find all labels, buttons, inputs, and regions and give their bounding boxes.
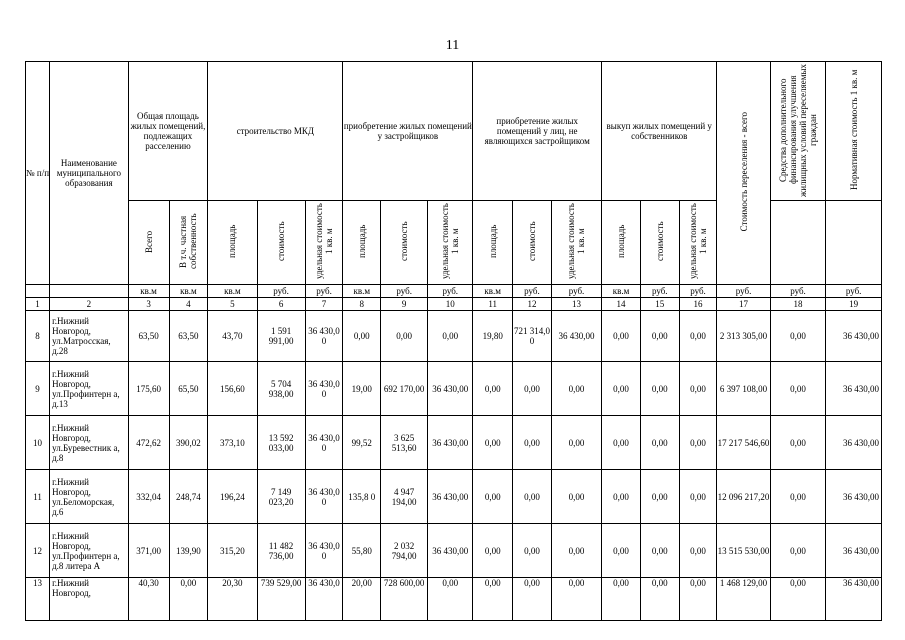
row-cell: 139,90 — [169, 524, 208, 578]
unit-cell: руб. — [305, 285, 343, 298]
row-cell: 40,30 — [128, 578, 169, 621]
col-number: 7 — [305, 298, 343, 311]
row-cell: 36 430,0 — [305, 578, 343, 621]
row-cell: 12 096 217,20 — [717, 470, 770, 524]
row-cell: 0,00 — [473, 416, 513, 470]
row-cell: 36 430,00 — [826, 311, 882, 362]
row-cell: 0,00 — [640, 362, 679, 416]
row-cell: 315,20 — [208, 524, 257, 578]
row-cell: 0,00 — [551, 524, 601, 578]
row-cell: 19,80 — [473, 311, 513, 362]
table-row — [26, 578, 882, 621]
row-name: г.Нижний Новгород, ул.Профинтерн а, д.13 — [50, 362, 129, 416]
row-cell: 36 430,00 — [428, 470, 473, 524]
header-sub-cost: стоимость — [381, 201, 428, 285]
row-cell: 1 468 129,00 — [717, 578, 770, 621]
row-cell: 13 515 530,00 — [717, 524, 770, 578]
header-sub-unit: удельная стоимость 1 кв. м — [428, 201, 473, 285]
row-cell: 36 430,00 — [826, 362, 882, 416]
units-blank — [26, 285, 50, 298]
header-sub-unit: удельная стоимость 1 кв. м — [551, 201, 601, 285]
row-cell: 36 430,00 — [428, 416, 473, 470]
unit-cell: руб. — [826, 285, 882, 298]
col-number: 5 — [208, 298, 257, 311]
row-cell: 2 032 794,00 — [381, 524, 428, 578]
row-cell: 11 482 736,00 — [257, 524, 305, 578]
header-buyout-group: выкуп жилых помещений у собственников — [602, 62, 717, 201]
header-nondev-group: приобретение жилых помещений у лиц, не являющихся застройщиком — [473, 62, 602, 201]
row-no: 8 — [26, 311, 50, 362]
header-col18: Средства дополнительного финансирования улучшения жилищных условий переселяемых граждан — [770, 62, 826, 201]
row-cell: 36 430,00 — [826, 416, 882, 470]
row-cell: 156,60 — [208, 362, 257, 416]
row-cell: 43,70 — [208, 311, 257, 362]
header-col19: Нормативная стоимость 1 кв. м — [826, 62, 882, 201]
row-cell: 135,8 0 — [343, 470, 381, 524]
row-cell: 0,00 — [428, 311, 473, 362]
column-numbers-row — [26, 298, 882, 311]
unit-cell: кв.м — [128, 285, 169, 298]
row-cell: 20,30 — [208, 578, 257, 621]
row-cell: 0,00 — [679, 470, 717, 524]
row-cell: 36 430,0 0 — [305, 524, 343, 578]
col-number: 11 — [473, 298, 513, 311]
row-cell: 36 430,00 — [551, 311, 601, 362]
row-cell: 36 430,0 0 — [305, 362, 343, 416]
row-cell: 2 313 305,00 — [717, 311, 770, 362]
col-number: 19 — [826, 298, 882, 311]
row-name: г.Нижний Новгород, ул.Матросская, д.28 — [50, 311, 129, 362]
row-cell: 728 600,00 — [381, 578, 428, 621]
row-cell: 0,00 — [770, 524, 826, 578]
header-area-private: В т.ч. частная собственность — [169, 201, 208, 285]
row-cell: 0,00 — [602, 578, 641, 621]
row-cell: 0,00 — [602, 311, 641, 362]
col-number: 6 — [257, 298, 305, 311]
header-col19-blank — [826, 201, 882, 285]
row-cell: 36 430,00 — [428, 362, 473, 416]
table-row — [26, 524, 882, 578]
row-cell: 0,00 — [640, 470, 679, 524]
row-cell: 20,00 — [343, 578, 381, 621]
col-number: 1 — [26, 298, 50, 311]
row-cell: 692 170,00 — [381, 362, 428, 416]
row-cell: 36 430,00 — [826, 470, 882, 524]
header-sub-cost: стоимость — [640, 201, 679, 285]
unit-cell: кв.м — [473, 285, 513, 298]
unit-cell: кв.м — [343, 285, 381, 298]
units-row — [26, 285, 882, 298]
row-cell: 1 591 991,00 — [257, 311, 305, 362]
col-number: 13 — [551, 298, 601, 311]
row-cell: 36 430,00 — [826, 578, 882, 621]
header-sub-unit: удельная стоимость 1 кв. м — [679, 201, 717, 285]
row-cell: 0,00 — [473, 470, 513, 524]
unit-cell: руб. — [679, 285, 717, 298]
table-row — [26, 362, 882, 416]
header-no: № п/п — [26, 62, 50, 285]
row-cell: 36 430,0 0 — [305, 311, 343, 362]
header-name: Наименование муниципального образования — [50, 62, 129, 285]
unit-cell: руб. — [770, 285, 826, 298]
row-cell: 17 217 546,60 — [717, 416, 770, 470]
units-blank — [50, 285, 129, 298]
col-number: 10 — [428, 298, 473, 311]
row-no: 11 — [26, 470, 50, 524]
header-sub-area: площадь — [208, 201, 257, 285]
header-area-total: Всего — [128, 201, 169, 285]
table-row — [26, 470, 882, 524]
header-row-groups — [26, 62, 882, 201]
row-cell: 0,00 — [169, 578, 208, 621]
row-cell: 5 704 938,00 — [257, 362, 305, 416]
row-name: г.Нижний Новгород, ул.Беломорская, д.6 — [50, 470, 129, 524]
row-cell: 175,60 — [128, 362, 169, 416]
row-cell: 0,00 — [428, 578, 473, 621]
header-col18-blank — [770, 201, 826, 285]
row-cell: 0,00 — [551, 416, 601, 470]
header-col17: Стоимость переселения - всего — [717, 62, 770, 285]
row-cell: 390,02 — [169, 416, 208, 470]
col-number: 17 — [717, 298, 770, 311]
unit-cell: кв.м — [169, 285, 208, 298]
unit-cell: руб. — [513, 285, 552, 298]
col-number: 8 — [343, 298, 381, 311]
row-cell: 196,24 — [208, 470, 257, 524]
row-cell: 0,00 — [343, 311, 381, 362]
header-dev-group: приобретение жилых помещений у застройщиков — [343, 62, 473, 201]
row-cell: 0,00 — [602, 470, 641, 524]
col-number: 9 — [381, 298, 428, 311]
row-cell: 4 947 194,00 — [381, 470, 428, 524]
unit-cell: руб. — [717, 285, 770, 298]
table-row — [26, 311, 882, 362]
unit-cell: руб. — [381, 285, 428, 298]
row-name: г.Нижний Новгород, ул.Профинтерн а, д.8 литера А — [50, 524, 129, 578]
row-cell: 373,10 — [208, 416, 257, 470]
row-no: 12 — [26, 524, 50, 578]
row-cell: 36 430,00 — [826, 524, 882, 578]
row-cell: 0,00 — [513, 470, 552, 524]
col-number: 15 — [640, 298, 679, 311]
row-cell: 0,00 — [551, 362, 601, 416]
header-build-group: строительство МКД — [208, 62, 343, 201]
row-cell: 36 430,00 — [428, 524, 473, 578]
unit-cell: руб. — [551, 285, 601, 298]
row-cell: 6 397 108,00 — [717, 362, 770, 416]
row-cell: 0,00 — [473, 524, 513, 578]
col-number: 3 — [128, 298, 169, 311]
unit-cell: кв.м — [602, 285, 641, 298]
row-cell: 0,00 — [513, 524, 552, 578]
row-cell: 0,00 — [679, 311, 717, 362]
header-sub-unit: удельная стоимость 1 кв. м — [305, 201, 343, 285]
row-cell: 63,50 — [128, 311, 169, 362]
col-number: 14 — [602, 298, 641, 311]
header-sub-area: площадь — [473, 201, 513, 285]
page-number: 11 — [445, 38, 460, 53]
row-cell: 63,50 — [169, 311, 208, 362]
col-number: 18 — [770, 298, 826, 311]
row-name: г.Нижний Новгород, ул.Буревестник а, д.8 — [50, 416, 129, 470]
row-cell: 0,00 — [602, 524, 641, 578]
row-no: 13 — [26, 578, 50, 621]
row-cell: 0,00 — [770, 362, 826, 416]
row-cell: 371,00 — [128, 524, 169, 578]
header-sub-area: площадь — [602, 201, 641, 285]
row-cell: 0,00 — [602, 362, 641, 416]
row-cell: 721 314,0 0 — [513, 311, 552, 362]
header-sub-area: площадь — [343, 201, 381, 285]
row-cell: 739 529,00 — [257, 578, 305, 621]
unit-cell: кв.м — [208, 285, 257, 298]
row-cell: 0,00 — [640, 416, 679, 470]
col-number: 16 — [679, 298, 717, 311]
row-cell: 0,00 — [770, 470, 826, 524]
row-cell: 0,00 — [551, 470, 601, 524]
row-cell: 0,00 — [551, 578, 601, 621]
row-cell: 0,00 — [640, 311, 679, 362]
unit-cell: руб. — [640, 285, 679, 298]
header-sub-cost: стоимость — [513, 201, 552, 285]
row-cell: 0,00 — [679, 524, 717, 578]
unit-cell: руб. — [257, 285, 305, 298]
row-name: г.Нижний Новгород, — [50, 578, 129, 621]
row-cell: 0,00 — [513, 362, 552, 416]
row-cell: 3 625 513,60 — [381, 416, 428, 470]
row-cell: 248,74 — [169, 470, 208, 524]
row-cell: 0,00 — [640, 578, 679, 621]
row-cell: 19,00 — [343, 362, 381, 416]
row-cell: 99,52 — [343, 416, 381, 470]
col-number: 4 — [169, 298, 208, 311]
header-area-group: Общая площадь жилых помещений, подлежащих расселению — [128, 62, 208, 201]
row-cell: 0,00 — [770, 578, 826, 621]
row-cell: 65,50 — [169, 362, 208, 416]
unit-cell: руб. — [428, 285, 473, 298]
row-cell: 0,00 — [679, 362, 717, 416]
row-cell: 0,00 — [770, 311, 826, 362]
col-number: 2 — [50, 298, 129, 311]
row-cell: 0,00 — [679, 416, 717, 470]
row-cell: 472,62 — [128, 416, 169, 470]
row-cell: 13 592 033,00 — [257, 416, 305, 470]
row-cell: 0,00 — [381, 311, 428, 362]
row-cell: 7 149 023,20 — [257, 470, 305, 524]
row-cell: 0,00 — [513, 578, 552, 621]
row-cell: 0,00 — [770, 416, 826, 470]
row-no: 10 — [26, 416, 50, 470]
row-cell: 0,00 — [602, 416, 641, 470]
row-cell: 0,00 — [640, 524, 679, 578]
row-cell: 55,80 — [343, 524, 381, 578]
header-sub-cost: стоимость — [257, 201, 305, 285]
row-cell: 0,00 — [679, 578, 717, 621]
row-cell: 0,00 — [473, 362, 513, 416]
row-cell: 332,04 — [128, 470, 169, 524]
row-cell: 0,00 — [513, 416, 552, 470]
table-row — [26, 416, 882, 470]
row-cell: 36 430,0 0 — [305, 470, 343, 524]
col-number: 12 — [513, 298, 552, 311]
row-no: 9 — [26, 362, 50, 416]
resettlement-table — [25, 61, 882, 621]
row-cell: 36 430,0 0 — [305, 416, 343, 470]
row-cell: 0,00 — [473, 578, 513, 621]
